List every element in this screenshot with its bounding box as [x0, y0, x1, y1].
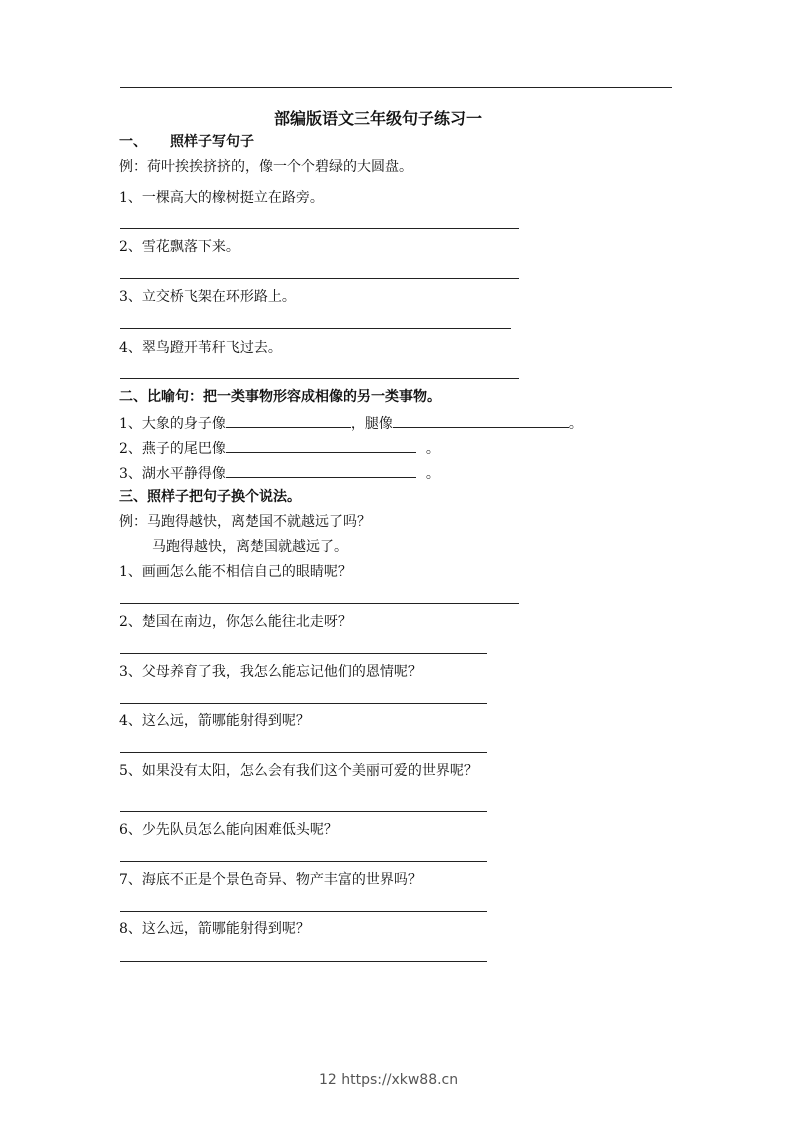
- section-1-item-4: 4、翠鸟蹬开苇秆飞过去。: [119, 340, 282, 356]
- answer-line[interactable]: [120, 861, 487, 862]
- section-1-number: 一、: [119, 134, 147, 150]
- answer-line[interactable]: [120, 603, 519, 604]
- answer-line[interactable]: [120, 961, 487, 962]
- section-1-item-1: 1、一棵高大的橡树挺立在路旁。: [119, 190, 324, 206]
- answer-line[interactable]: [120, 228, 519, 229]
- section-3-item-7: 7、海底不正是个景色奇异、物产丰富的世界吗？: [119, 872, 422, 888]
- answer-line[interactable]: [120, 752, 487, 753]
- answer-line[interactable]: [120, 278, 519, 279]
- section-3-item-6: 6、少先队员怎么能向困难低头呢？: [119, 822, 338, 838]
- item-1-prefix: 1、大象的身子像: [119, 416, 226, 432]
- item-1-middle: ，腿像: [350, 416, 393, 432]
- item-2-end: 。: [425, 441, 440, 457]
- section-3-item-3: 3、父母养育了我，我怎么能忘记他们的恩情呢？: [119, 664, 422, 680]
- answer-line[interactable]: [120, 811, 487, 812]
- blank-line[interactable]: [393, 413, 569, 428]
- item-1-end: 。: [568, 416, 583, 432]
- section-1-item-3: 3、立交桥飞架在环形路上。: [119, 289, 296, 305]
- blank-line[interactable]: [226, 438, 416, 453]
- section-3-item-8: 8、这么远，箭哪能射得到呢？: [119, 921, 310, 937]
- answer-line[interactable]: [120, 911, 487, 912]
- section-2-item-3: [119, 463, 440, 483]
- answer-line[interactable]: [120, 653, 487, 654]
- section-3-heading: 三、照样子把句子换个说法。: [119, 489, 301, 505]
- section-1-example: 例：荷叶挨挨挤挤的，像一个个碧绿的大圆盘。: [119, 159, 413, 175]
- header-rule: [120, 87, 672, 88]
- section-3-example-question: 例：马跑得越快，离楚国不就越远了吗？: [119, 514, 371, 530]
- answer-line[interactable]: [120, 703, 487, 704]
- item-3-end: 。: [425, 466, 440, 482]
- answer-line[interactable]: [120, 328, 511, 329]
- item-2-prefix: 2、燕子的尾巴像: [119, 441, 226, 457]
- item-3-prefix: 3、湖水平静得像: [119, 466, 226, 482]
- blank-line[interactable]: [226, 463, 416, 478]
- section-2-heading: 二、比喻句：把一类事物形容成相像的另一类事物。: [119, 389, 441, 405]
- section-3-item-1: 1、画画怎么能不相信自己的眼睛呢？: [119, 564, 352, 580]
- blank-line[interactable]: [226, 413, 351, 428]
- page-footer: 12 https://xkw88.cn: [319, 1072, 459, 1088]
- answer-line[interactable]: [120, 378, 519, 379]
- section-3-item-5: 5、如果没有太阳，怎么会有我们这个美丽可爱的世界呢？: [119, 763, 478, 779]
- section-3-item-4: 4、这么远，箭哪能射得到呢？: [119, 713, 310, 729]
- section-1-heading: 照样子写句子: [170, 134, 254, 150]
- section-2-item-2: [119, 438, 440, 458]
- section-3-item-2: 2、楚国在南边，你怎么能往北走呀？: [119, 614, 352, 630]
- section-3-example-answer: 马跑得越快，离楚国就越远了。: [152, 539, 348, 555]
- section-1-item-2: 2、雪花飘落下来。: [119, 239, 240, 255]
- page-title: 部编版语文三年级句子练习一: [274, 109, 483, 128]
- section-2-item-1: [119, 413, 583, 433]
